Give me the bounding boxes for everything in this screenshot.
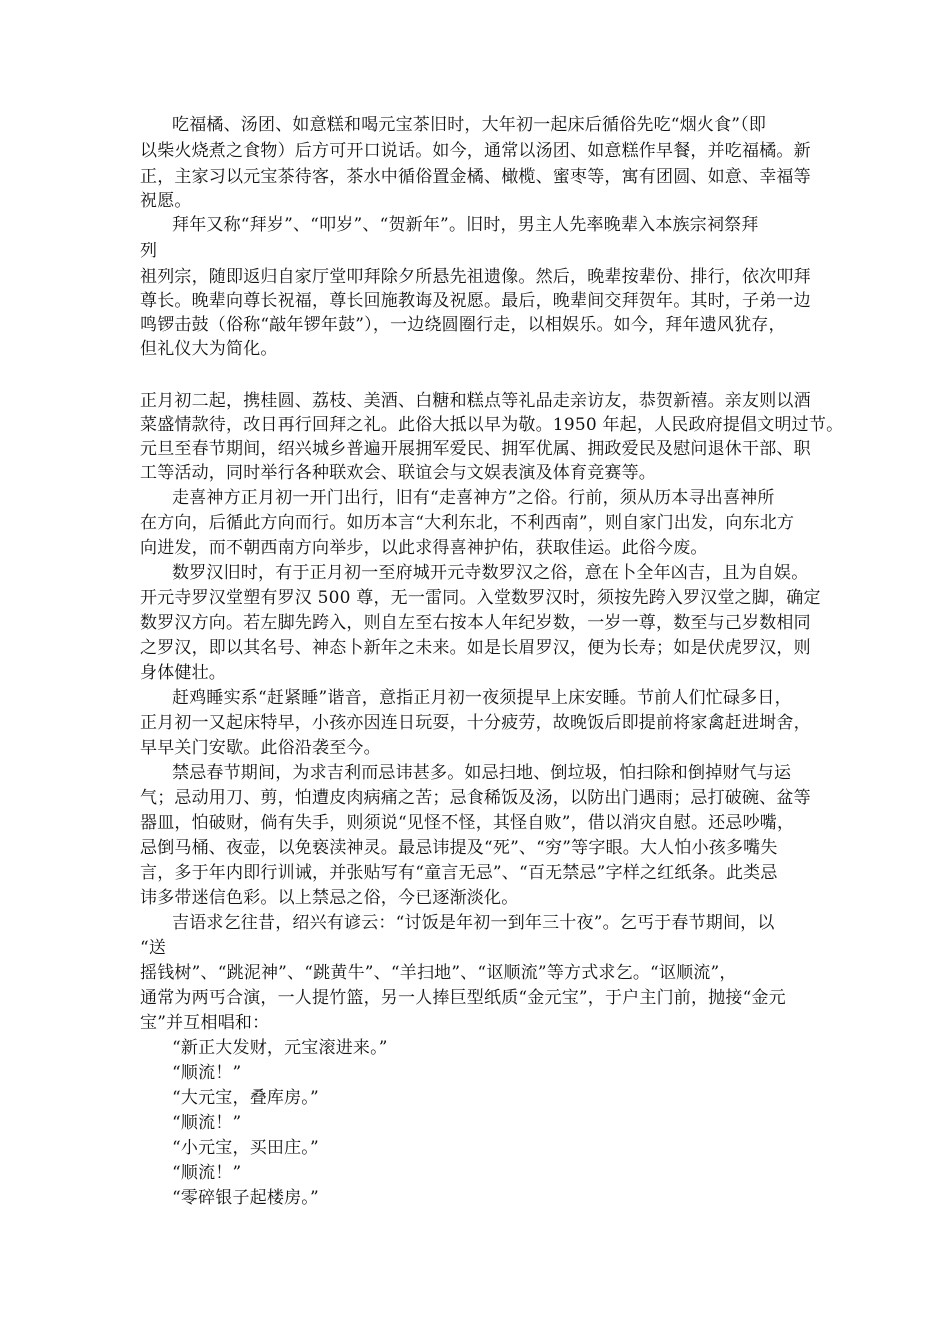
text-line: 器皿，怕破财，倘有失手，则须说“见怪不怪，其怪自败”，借以消灾自慰。还忌吵嘴，	[140, 813, 795, 833]
text-line: 正月初一又起床特早，小孩亦因连日玩耍，十分疲劳，故晚饭后即提前将家禽赶进埘舍，	[140, 713, 811, 733]
text-line: 工等活动，同时举行各种联欢会、联谊会与文娱表演及体育竞赛等。	[140, 463, 656, 483]
text-line: 正月初二起，携桂圆、荔枝、美酒、白糖和糕点等礼品走亲访友，恭贺新禧。亲友则以酒	[140, 391, 811, 411]
text-line: 忌倒马桶、夜壶，以免亵渎神灵。最忌讳提及“死”、“穷”等字眼。大人怕小孩多嘴失	[140, 838, 778, 858]
text-line: 吉语求乞往昔，绍兴有谚云：“讨饭是年初一到年三十夜”。乞丐于春节期间，以	[172, 913, 775, 933]
text-line: 吃福橘、汤团、如意糕和喝元宝茶旧时，大年初一起床后循俗先吃“烟火食”（即	[172, 115, 767, 135]
text-line: 讳多带迷信色彩。以上禁忌之俗，今已逐渐淡化。	[140, 888, 519, 908]
text-line: “顺流！”	[172, 1113, 242, 1133]
text-line: 祝愿。	[140, 191, 192, 211]
text-line: 尊长。晚辈向尊长祝福，尊长回施教诲及祝愿。最后，晚辈间交拜贺年。其时，子弟一边	[140, 291, 811, 311]
text-line: 宝”并互相唱和：	[140, 1013, 270, 1033]
text-line: 气；忌动用刀、剪，怕遭皮肉病痛之苦；忌食稀饭及汤，以防出门遇雨；忌打破碗、盆等	[140, 788, 811, 808]
text-line: 正，主家习以元宝茶待客，茶水中循俗置金橘、橄榄、蜜枣等，寓有团圆、如意、幸福等	[140, 167, 811, 187]
text-line: “顺流！”	[172, 1063, 242, 1083]
text-line: “送	[140, 938, 167, 958]
text-line: 数罗汉方向。若左脚先跨入，则自左至右按本人年纪岁数，一岁一尊，数至与己岁数相同	[140, 613, 811, 633]
text-line: “顺流！”	[172, 1163, 242, 1183]
text-line: 之罗汉，即以其名号、神态卜新年之未来。如是长眉罗汉，便为长寿；如是伏虎罗汉，则	[140, 638, 811, 658]
text-line: “新正大发财，元宝滚进来。”	[172, 1038, 388, 1058]
text-line: 祖列宗，随即返归自家厅堂叩拜除夕所悬先祖遗像。然后，晚辈按辈份、排行，依次叩拜	[140, 267, 811, 287]
text-line: 拜年又称“拜岁”、“叩岁”、“贺新年”。旧时，男主人先率晚辈入本族宗祠祭拜	[172, 215, 759, 235]
text-line: “大元宝，叠库房。”	[172, 1088, 319, 1108]
text-line: 数罗汉旧时，有于正月初一至府城开元寺数罗汉之俗，意在卜全年凶吉，且为自娱。	[172, 563, 809, 583]
text-line: 禁忌春节期间，为求吉利而忌讳甚多。如忌扫地、倒垃圾，怕扫除和倒掉财气与运	[172, 763, 792, 783]
text-line: 元旦至春节期间，绍兴城乡普遍开展拥军爱民、拥军优属、拥政爱民及慰问退休干部、职	[140, 439, 811, 459]
text-line: 走喜神方正月初一开门出行，旧有“走喜神方”之俗。行前，须从历本寻出喜神所	[172, 488, 775, 508]
text-line: 在方向，后循此方向而行。如历本言“大利东北，不利西南”，则自家门出发，向东北方	[140, 513, 795, 533]
text-line: 言，多于年内即行训诫，并张贴写有“童言无忌”、“百无禁忌”字样之红纸条。此类忌	[140, 863, 778, 883]
text-line: 摇钱树”、“跳泥神”、“跳黄牛”、“羊扫地”、“讴顺流”等方式求乞。“讴顺流”，	[140, 963, 737, 983]
text-line: 列	[140, 241, 158, 261]
text-line: 通常为两丐合演，一人提竹篮，另一人捧巨型纸质“金元宝”，于户主门前，抛接“金元	[140, 988, 786, 1008]
text-line: 开元寺罗汉堂塑有罗汉 500 尊，无一雷同。入堂数罗汉时，须按先跨入罗汉堂之脚，确定	[140, 588, 821, 608]
text-line: “小元宝，买田庄。”	[172, 1138, 319, 1158]
text-line: 赶鸡睡实系“赶紧睡”谐音，意指正月初一夜须提早上床安睡。节前人们忙碌多日，	[172, 688, 792, 708]
text-line: 以柴火烧煮之食物）后方可开口说话。如今，通常以汤团、如意糕作早餐，并吃福橘。新	[140, 141, 811, 161]
text-line: “零碎银子起楼房。”	[172, 1188, 319, 1208]
text-line: 鸣锣击鼓（俗称“敲年锣年鼓”），一边绕圆圈行走，以相娱乐。如今，拜年遗风犹存，	[140, 315, 786, 335]
text-line: 菜盛情款待，改日再行回拜之礼。此俗大抵以早为敬。1950 年起，人民政府提倡文明过节。	[140, 415, 844, 435]
text-line: 但礼仪大为简化。	[140, 339, 278, 359]
text-line: 早早关门安歇。此俗沿袭至今。	[140, 738, 381, 758]
text-line: 身体健壮。	[140, 663, 226, 683]
text-line: 向进发，而不朝西南方向举步，以此求得喜神护佑，获取佳运。此俗今废。	[140, 538, 708, 558]
